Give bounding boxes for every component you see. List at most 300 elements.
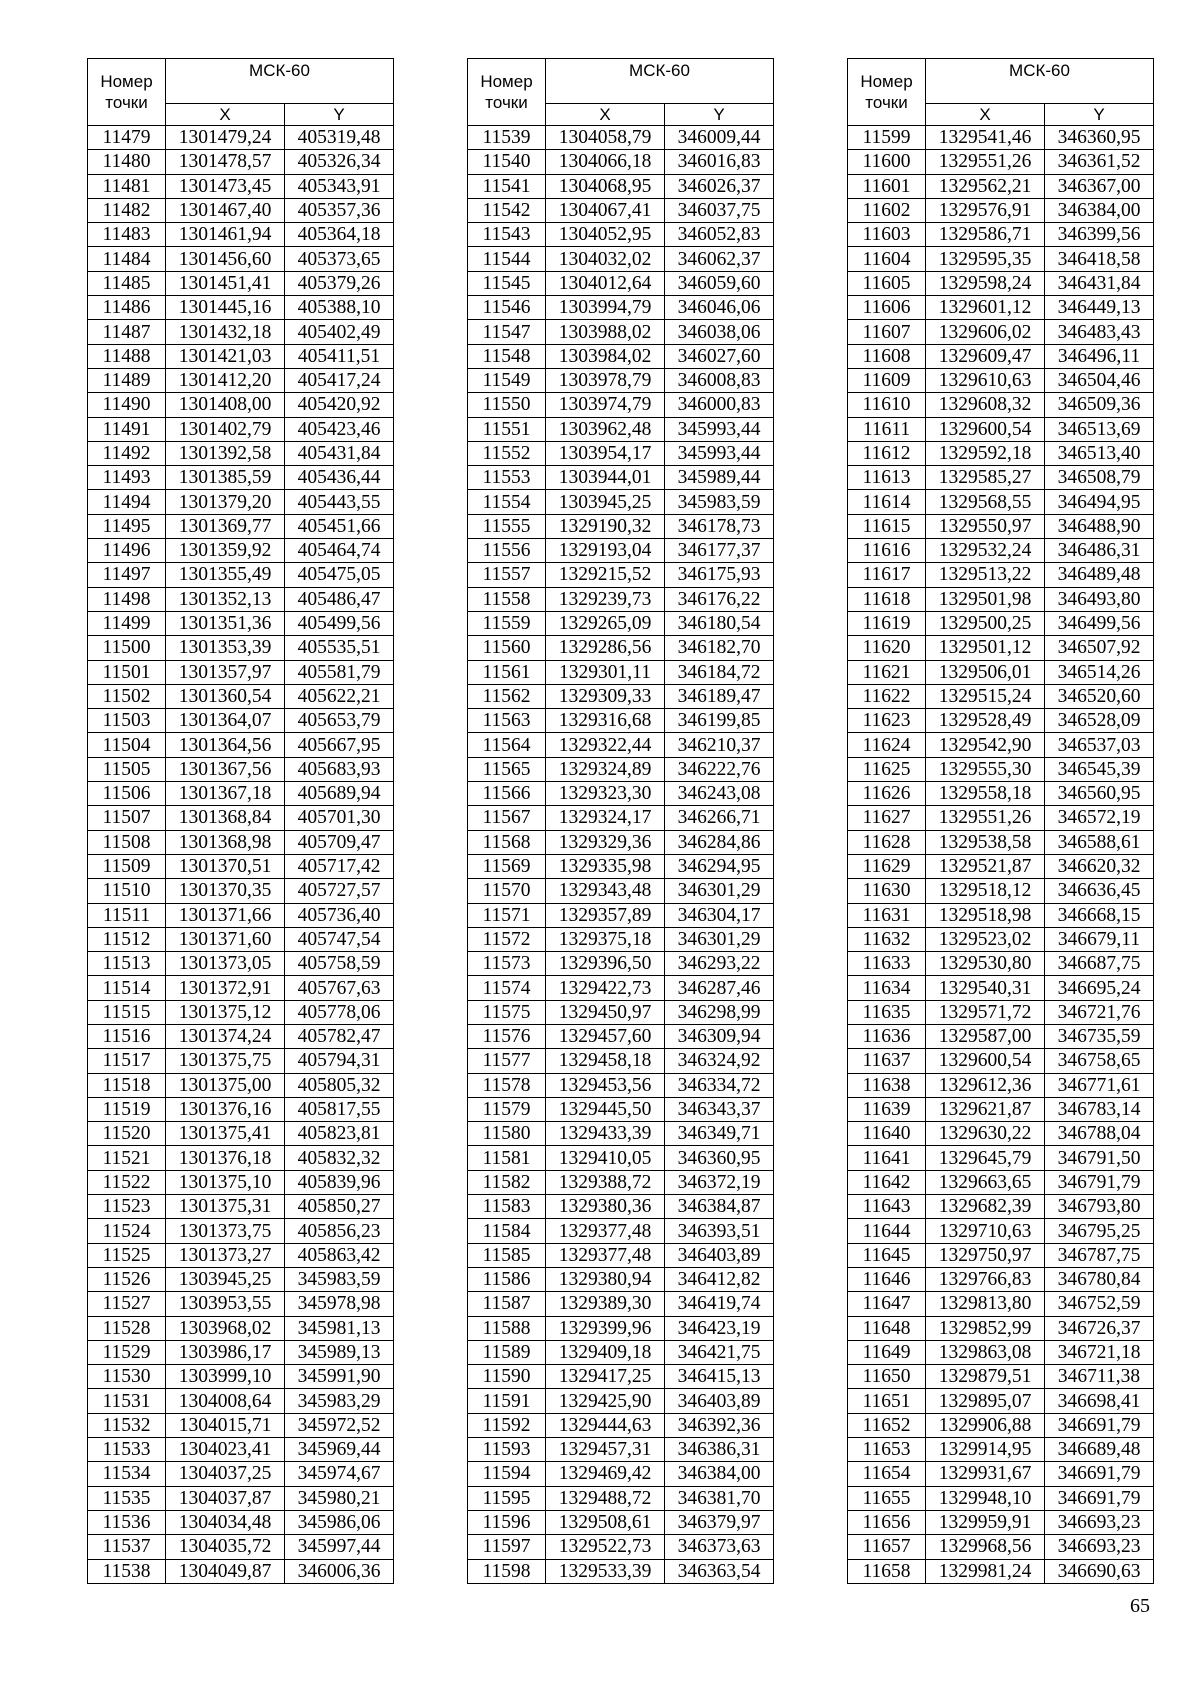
point-number-cell: 11593: [468, 1438, 546, 1462]
y-coordinate-cell: 346513,69: [1045, 417, 1154, 441]
y-coordinate-cell: 345978,98: [285, 1292, 394, 1316]
x-coordinate-cell: 1329329,36: [546, 830, 665, 854]
y-coordinate-cell: 346294,95: [665, 854, 774, 878]
point-number-cell: 11618: [848, 587, 926, 611]
y-coordinate-cell: 405794,31: [285, 1049, 394, 1073]
table-row: [88, 806, 394, 830]
table-row: [468, 126, 774, 150]
table-row: [468, 684, 774, 708]
y-coordinate-cell: 346393,51: [665, 1219, 774, 1243]
table-row: [468, 854, 774, 878]
x-coordinate-cell: 1329906,88: [926, 1413, 1045, 1437]
table-row: [88, 1559, 394, 1583]
x-coordinate-cell: 1304068,95: [546, 174, 665, 198]
y-header: Y: [285, 104, 394, 126]
x-coordinate-cell: 1329600,54: [926, 1049, 1045, 1073]
point-number-cell: 11652: [848, 1413, 926, 1437]
x-coordinate-cell: 1329710,63: [926, 1219, 1045, 1243]
table-row: [88, 417, 394, 441]
x-coordinate-cell: 1329612,36: [926, 1073, 1045, 1097]
x-coordinate-cell: 1301473,45: [166, 174, 285, 198]
point-number-cell: 11487: [88, 320, 166, 344]
table-row: [468, 563, 774, 587]
x-coordinate-cell: 1329239,73: [546, 587, 665, 611]
table-row: [468, 368, 774, 392]
x-coordinate-cell: 1301478,57: [166, 150, 285, 174]
y-coordinate-cell: 346175,93: [665, 563, 774, 587]
y-coordinate-cell: 405758,59: [285, 952, 394, 976]
table-row: [848, 1535, 1154, 1559]
y-coordinate-cell: 346791,79: [1045, 1170, 1154, 1194]
point-number-cell: 11645: [848, 1243, 926, 1267]
point-number-cell: 11607: [848, 320, 926, 344]
table-row: [848, 296, 1154, 320]
y-coordinate-cell: 405436,44: [285, 466, 394, 490]
table-row: [848, 1510, 1154, 1534]
point-number-cell: 11562: [468, 684, 546, 708]
x-coordinate-cell: 1329286,56: [546, 636, 665, 660]
point-number-cell: 11651: [848, 1389, 926, 1413]
point-number-cell: 11653: [848, 1438, 926, 1462]
point-number-cell: 11597: [468, 1535, 546, 1559]
x-coordinate-cell: 1329630,22: [926, 1122, 1045, 1146]
point-number-cell: 11578: [468, 1073, 546, 1097]
x-coordinate-cell: 1301385,59: [166, 466, 285, 490]
table-row: [848, 782, 1154, 806]
point-number-cell: 11628: [848, 830, 926, 854]
point-number-cell: 11633: [848, 952, 926, 976]
point-number-cell: 11560: [468, 636, 546, 660]
y-coordinate-cell: 405499,56: [285, 611, 394, 635]
table-row: [468, 1122, 774, 1146]
point-number-cell: 11644: [848, 1219, 926, 1243]
x-coordinate-cell: 1304066,18: [546, 150, 665, 174]
y-coordinate-cell: 346222,76: [665, 757, 774, 781]
table-row: [848, 490, 1154, 514]
point-number-cell: 11573: [468, 952, 546, 976]
table-row: [468, 976, 774, 1000]
point-number-cell: 11614: [848, 490, 926, 514]
table-row: [468, 1024, 774, 1048]
point-number-cell: 11538: [88, 1559, 166, 1583]
y-coordinate-cell: 405364,18: [285, 223, 394, 247]
table-row: [848, 1000, 1154, 1024]
table-row: [468, 1219, 774, 1243]
x-coordinate-cell: 1301371,66: [166, 903, 285, 927]
x-coordinate-cell: 1303945,25: [166, 1267, 285, 1291]
x-coordinate-cell: 1301373,05: [166, 952, 285, 976]
point-number-cell: 11499: [88, 611, 166, 635]
point-number-cell: 11527: [88, 1292, 166, 1316]
y-coordinate-cell: 346062,37: [665, 247, 774, 271]
x-coordinate-cell: 1304037,25: [166, 1462, 285, 1486]
table-row: [468, 271, 774, 295]
x-coordinate-cell: 1301369,77: [166, 514, 285, 538]
table-row: [848, 320, 1154, 344]
table-row: [468, 150, 774, 174]
table-row: [88, 611, 394, 635]
y-coordinate-cell: 345997,44: [285, 1535, 394, 1559]
x-coordinate-cell: 1329343,48: [546, 879, 665, 903]
y-coordinate-cell: 405782,47: [285, 1024, 394, 1048]
table-row: [88, 1024, 394, 1048]
x-coordinate-cell: 1329316,68: [546, 709, 665, 733]
table-row: [468, 1510, 774, 1534]
table-row: [848, 1073, 1154, 1097]
y-coordinate-cell: 346695,24: [1045, 976, 1154, 1000]
x-coordinate-cell: 1304008,64: [166, 1389, 285, 1413]
y-coordinate-cell: 405653,79: [285, 709, 394, 733]
y-coordinate-cell: 346690,63: [1045, 1559, 1154, 1583]
point-number-cell: 11637: [848, 1049, 926, 1073]
table-row: [88, 1195, 394, 1219]
y-coordinate-cell: 346588,61: [1045, 830, 1154, 854]
x-coordinate-cell: 1329610,63: [926, 368, 1045, 392]
table-row: [88, 126, 394, 150]
table-row: [468, 1170, 774, 1194]
x-coordinate-cell: 1329528,49: [926, 709, 1045, 733]
y-coordinate-cell: 346528,09: [1045, 709, 1154, 733]
point-number-cell: 11604: [848, 247, 926, 271]
table-row: [848, 1559, 1154, 1583]
y-coordinate-cell: 346360,95: [1045, 126, 1154, 150]
point-number-cell: 11636: [848, 1024, 926, 1048]
y-coordinate-cell: 346367,00: [1045, 174, 1154, 198]
table-row: [848, 1024, 1154, 1048]
x-coordinate-cell: 1301456,60: [166, 247, 285, 271]
point-number-cell: 11640: [848, 1122, 926, 1146]
table-row: [468, 660, 774, 684]
x-coordinate-cell: 1301364,07: [166, 709, 285, 733]
point-number-cell: 11556: [468, 539, 546, 563]
point-number-cell: 11619: [848, 611, 926, 635]
table-row: [468, 514, 774, 538]
point-number-cell: 11506: [88, 782, 166, 806]
point-number-cell: 11537: [88, 1535, 166, 1559]
y-coordinate-cell: 346266,71: [665, 806, 774, 830]
table-row: [468, 636, 774, 660]
point-number-cell: 11525: [88, 1243, 166, 1267]
point-number-cell: 11584: [468, 1219, 546, 1243]
y-coordinate-cell: 346711,38: [1045, 1365, 1154, 1389]
x-coordinate-cell: 1329399,96: [546, 1316, 665, 1340]
x-coordinate-cell: 1301376,16: [166, 1097, 285, 1121]
x-coordinate-cell: 1301367,56: [166, 757, 285, 781]
point-number-cell: 11523: [88, 1195, 166, 1219]
table-row: [848, 441, 1154, 465]
y-coordinate-cell: 346373,63: [665, 1535, 774, 1559]
table-row: [468, 806, 774, 830]
table-row: [88, 1316, 394, 1340]
table-row: [88, 1000, 394, 1024]
y-coordinate-cell: 346679,11: [1045, 927, 1154, 951]
point-number-cell: 11483: [88, 223, 166, 247]
y-coordinate-cell: 346412,82: [665, 1267, 774, 1291]
coordinate-system-header: МСК-60: [166, 59, 394, 104]
x-coordinate-cell: 1329562,21: [926, 174, 1045, 198]
y-coordinate-cell: 346379,97: [665, 1510, 774, 1534]
y-coordinate-cell: 405767,63: [285, 976, 394, 1000]
y-coordinate-cell: 405581,79: [285, 660, 394, 684]
y-coordinate-cell: 405863,42: [285, 1243, 394, 1267]
table-row: [88, 1340, 394, 1364]
x-coordinate-cell: 1329663,65: [926, 1170, 1045, 1194]
x-coordinate-cell: 1329388,72: [546, 1170, 665, 1194]
x-coordinate-cell: 1301370,51: [166, 854, 285, 878]
table-row: [848, 636, 1154, 660]
y-coordinate-cell: 405747,54: [285, 927, 394, 951]
y-coordinate-cell: 346298,99: [665, 1000, 774, 1024]
table-row: [848, 1316, 1154, 1340]
point-number-cell: 11598: [468, 1559, 546, 1583]
point-number-cell: 11546: [468, 296, 546, 320]
x-coordinate-cell: 1329453,56: [546, 1073, 665, 1097]
y-coordinate-cell: 346545,39: [1045, 757, 1154, 781]
y-coordinate-cell: 346182,70: [665, 636, 774, 660]
x-coordinate-cell: 1301412,20: [166, 368, 285, 392]
table-row: [88, 757, 394, 781]
point-number-cell: 11596: [468, 1510, 546, 1534]
point-number-cell: 11585: [468, 1243, 546, 1267]
y-coordinate-cell: 346178,73: [665, 514, 774, 538]
point-number-cell: 11587: [468, 1292, 546, 1316]
coordinate-system-header: МСК-60: [546, 59, 774, 104]
point-number-cell: 11529: [88, 1340, 166, 1364]
x-coordinate-cell: 1301375,00: [166, 1073, 285, 1097]
point-number-cell: 11643: [848, 1195, 926, 1219]
y-coordinate-cell: 405727,57: [285, 879, 394, 903]
table-row: [848, 806, 1154, 830]
y-coordinate-cell: 346008,83: [665, 368, 774, 392]
table-row: [88, 490, 394, 514]
table-row: [848, 1365, 1154, 1389]
point-number-cell: 11521: [88, 1146, 166, 1170]
table-row: [468, 1413, 774, 1437]
table-row: [468, 1462, 774, 1486]
y-coordinate-cell: 346499,56: [1045, 611, 1154, 635]
y-coordinate-cell: 346176,22: [665, 587, 774, 611]
table-row: [88, 709, 394, 733]
table-row: [848, 1340, 1154, 1364]
x-coordinate-cell: 1301392,58: [166, 441, 285, 465]
table-row: [848, 927, 1154, 951]
x-coordinate-cell: 1329508,61: [546, 1510, 665, 1534]
table-row: [468, 1535, 774, 1559]
point-number-cell: 11576: [468, 1024, 546, 1048]
point-number-cell: 11630: [848, 879, 926, 903]
y-coordinate-cell: 346513,40: [1045, 441, 1154, 465]
x-coordinate-cell: 1329959,91: [926, 1510, 1045, 1534]
table-row: [468, 1340, 774, 1364]
point-number-cell: 11516: [88, 1024, 166, 1048]
y-coordinate-cell: 405805,32: [285, 1073, 394, 1097]
table-row: [468, 1292, 774, 1316]
point-number-cell: 11611: [848, 417, 926, 441]
point-number-cell: 11631: [848, 903, 926, 927]
point-number-cell: 11541: [468, 174, 546, 198]
y-coordinate-cell: 405402,49: [285, 320, 394, 344]
y-coordinate-cell: 405475,05: [285, 563, 394, 587]
x-coordinate-cell: 1329598,24: [926, 271, 1045, 295]
x-coordinate-cell: 1329417,25: [546, 1365, 665, 1389]
point-number-cell: 11564: [468, 733, 546, 757]
table-row: [848, 539, 1154, 563]
x-coordinate-cell: 1329852,99: [926, 1316, 1045, 1340]
point-number-cell: 11634: [848, 976, 926, 1000]
x-coordinate-cell: 1329863,08: [926, 1340, 1045, 1364]
x-coordinate-cell: 1329433,39: [546, 1122, 665, 1146]
y-coordinate-cell: 405343,91: [285, 174, 394, 198]
x-coordinate-cell: 1303954,17: [546, 441, 665, 465]
point-number-cell: 11658: [848, 1559, 926, 1583]
y-coordinate-cell: 346449,13: [1045, 296, 1154, 320]
y-coordinate-cell: 405709,47: [285, 830, 394, 854]
point-number-cell: 11488: [88, 344, 166, 368]
point-number-cell: 11656: [848, 1510, 926, 1534]
x-coordinate-cell: 1329550,97: [926, 514, 1045, 538]
point-number-cell: 11588: [468, 1316, 546, 1340]
table-row: [468, 709, 774, 733]
x-coordinate-cell: 1329389,30: [546, 1292, 665, 1316]
point-number-cell: 11563: [468, 709, 546, 733]
table-row: [88, 1122, 394, 1146]
point-number-cell: 11497: [88, 563, 166, 587]
y-coordinate-cell: 405856,23: [285, 1219, 394, 1243]
point-number-cell: 11642: [848, 1170, 926, 1194]
y-coordinate-cell: 405379,26: [285, 271, 394, 295]
point-number-cell: 11532: [88, 1413, 166, 1437]
point-number-cell: 11540: [468, 150, 546, 174]
y-coordinate-cell: 346791,50: [1045, 1146, 1154, 1170]
y-coordinate-cell: 346384,87: [665, 1195, 774, 1219]
point-number-cell: 11542: [468, 198, 546, 222]
table-row: [848, 757, 1154, 781]
point-number-cell: 11530: [88, 1365, 166, 1389]
y-coordinate-cell: 405823,81: [285, 1122, 394, 1146]
y-coordinate-cell: 346361,52: [1045, 150, 1154, 174]
x-coordinate-cell: 1301373,75: [166, 1219, 285, 1243]
x-coordinate-cell: 1303984,02: [546, 344, 665, 368]
x-coordinate-cell: 1329601,12: [926, 296, 1045, 320]
table-row: [848, 393, 1154, 417]
table-row: [88, 1535, 394, 1559]
point-number-cell: 11632: [848, 927, 926, 951]
point-number-cell: 11482: [88, 198, 166, 222]
point-number-cell: 11602: [848, 198, 926, 222]
point-number-cell: 11575: [468, 1000, 546, 1024]
table-row: [468, 952, 774, 976]
table-row: [468, 539, 774, 563]
y-coordinate-cell: 346691,79: [1045, 1413, 1154, 1437]
y-coordinate-cell: 346418,58: [1045, 247, 1154, 271]
y-coordinate-cell: 345983,59: [285, 1267, 394, 1291]
y-coordinate-cell: 346177,37: [665, 539, 774, 563]
point-number-cell: 11654: [848, 1462, 926, 1486]
table-row: [468, 223, 774, 247]
y-coordinate-cell: 346483,43: [1045, 320, 1154, 344]
y-coordinate-cell: 346560,95: [1045, 782, 1154, 806]
x-header: X: [926, 104, 1045, 126]
x-coordinate-cell: 1301467,40: [166, 198, 285, 222]
x-coordinate-cell: 1301370,35: [166, 879, 285, 903]
table-row: [88, 539, 394, 563]
table-row: [88, 660, 394, 684]
y-coordinate-cell: 346691,79: [1045, 1462, 1154, 1486]
point-number-cell: 11549: [468, 368, 546, 392]
table-row: [468, 1243, 774, 1267]
y-coordinate-cell: 346349,71: [665, 1122, 774, 1146]
table-row: [848, 126, 1154, 150]
y-coordinate-cell: 346016,83: [665, 150, 774, 174]
table-row: [848, 247, 1154, 271]
point-number-cell: 11501: [88, 660, 166, 684]
y-coordinate-cell: 346431,84: [1045, 271, 1154, 295]
x-coordinate-cell: 1329538,58: [926, 830, 1045, 854]
y-coordinate-cell: 346384,00: [665, 1462, 774, 1486]
x-coordinate-cell: 1329501,98: [926, 587, 1045, 611]
table-row: [848, 733, 1154, 757]
table-row: [848, 709, 1154, 733]
y-coordinate-cell: 346037,75: [665, 198, 774, 222]
x-coordinate-cell: 1301375,75: [166, 1049, 285, 1073]
y-coordinate-cell: 346693,23: [1045, 1535, 1154, 1559]
table-row: [848, 514, 1154, 538]
y-coordinate-cell: 346403,89: [665, 1243, 774, 1267]
table-row: [468, 1049, 774, 1073]
y-coordinate-cell: 346372,19: [665, 1170, 774, 1194]
point-number-cell: 11590: [468, 1365, 546, 1389]
table-row: [88, 1170, 394, 1194]
x-coordinate-cell: 1329595,35: [926, 247, 1045, 271]
y-coordinate-cell: 345991,90: [285, 1365, 394, 1389]
table-row: [468, 879, 774, 903]
point-number-cell: 11558: [468, 587, 546, 611]
x-coordinate-cell: 1301367,18: [166, 782, 285, 806]
table-row: [468, 587, 774, 611]
table-row: [88, 1438, 394, 1462]
table-row: [848, 271, 1154, 295]
y-coordinate-cell: 346721,18: [1045, 1340, 1154, 1364]
point-number-cell: 11508: [88, 830, 166, 854]
x-coordinate-cell: 1329518,12: [926, 879, 1045, 903]
table-row: [468, 198, 774, 222]
point-number-cell: 11617: [848, 563, 926, 587]
x-coordinate-cell: 1304034,48: [166, 1510, 285, 1534]
point-number-cell: 11554: [468, 490, 546, 514]
table-row: [88, 1413, 394, 1437]
x-coordinate-cell: 1329377,48: [546, 1219, 665, 1243]
point-number-cell: 11503: [88, 709, 166, 733]
x-coordinate-cell: 1301357,97: [166, 660, 285, 684]
x-coordinate-cell: 1329576,91: [926, 198, 1045, 222]
y-coordinate-cell: 345986,06: [285, 1510, 394, 1534]
y-coordinate-cell: 405683,93: [285, 757, 394, 781]
x-coordinate-cell: 1329444,63: [546, 1413, 665, 1437]
table-row: [88, 927, 394, 951]
y-coordinate-cell: 346052,83: [665, 223, 774, 247]
y-coordinate-cell: 346488,90: [1045, 514, 1154, 538]
point-number-cell: 11550: [468, 393, 546, 417]
x-coordinate-cell: 1329586,71: [926, 223, 1045, 247]
point-number-cell: 11569: [468, 854, 546, 878]
table-row: [468, 1486, 774, 1510]
point-number-cell: 11646: [848, 1267, 926, 1291]
table-row: [468, 1097, 774, 1121]
point-number-cell: 11481: [88, 174, 166, 198]
point-number-cell: 11592: [468, 1413, 546, 1437]
y-coordinate-cell: 346572,19: [1045, 806, 1154, 830]
point-number-cell: 11570: [468, 879, 546, 903]
